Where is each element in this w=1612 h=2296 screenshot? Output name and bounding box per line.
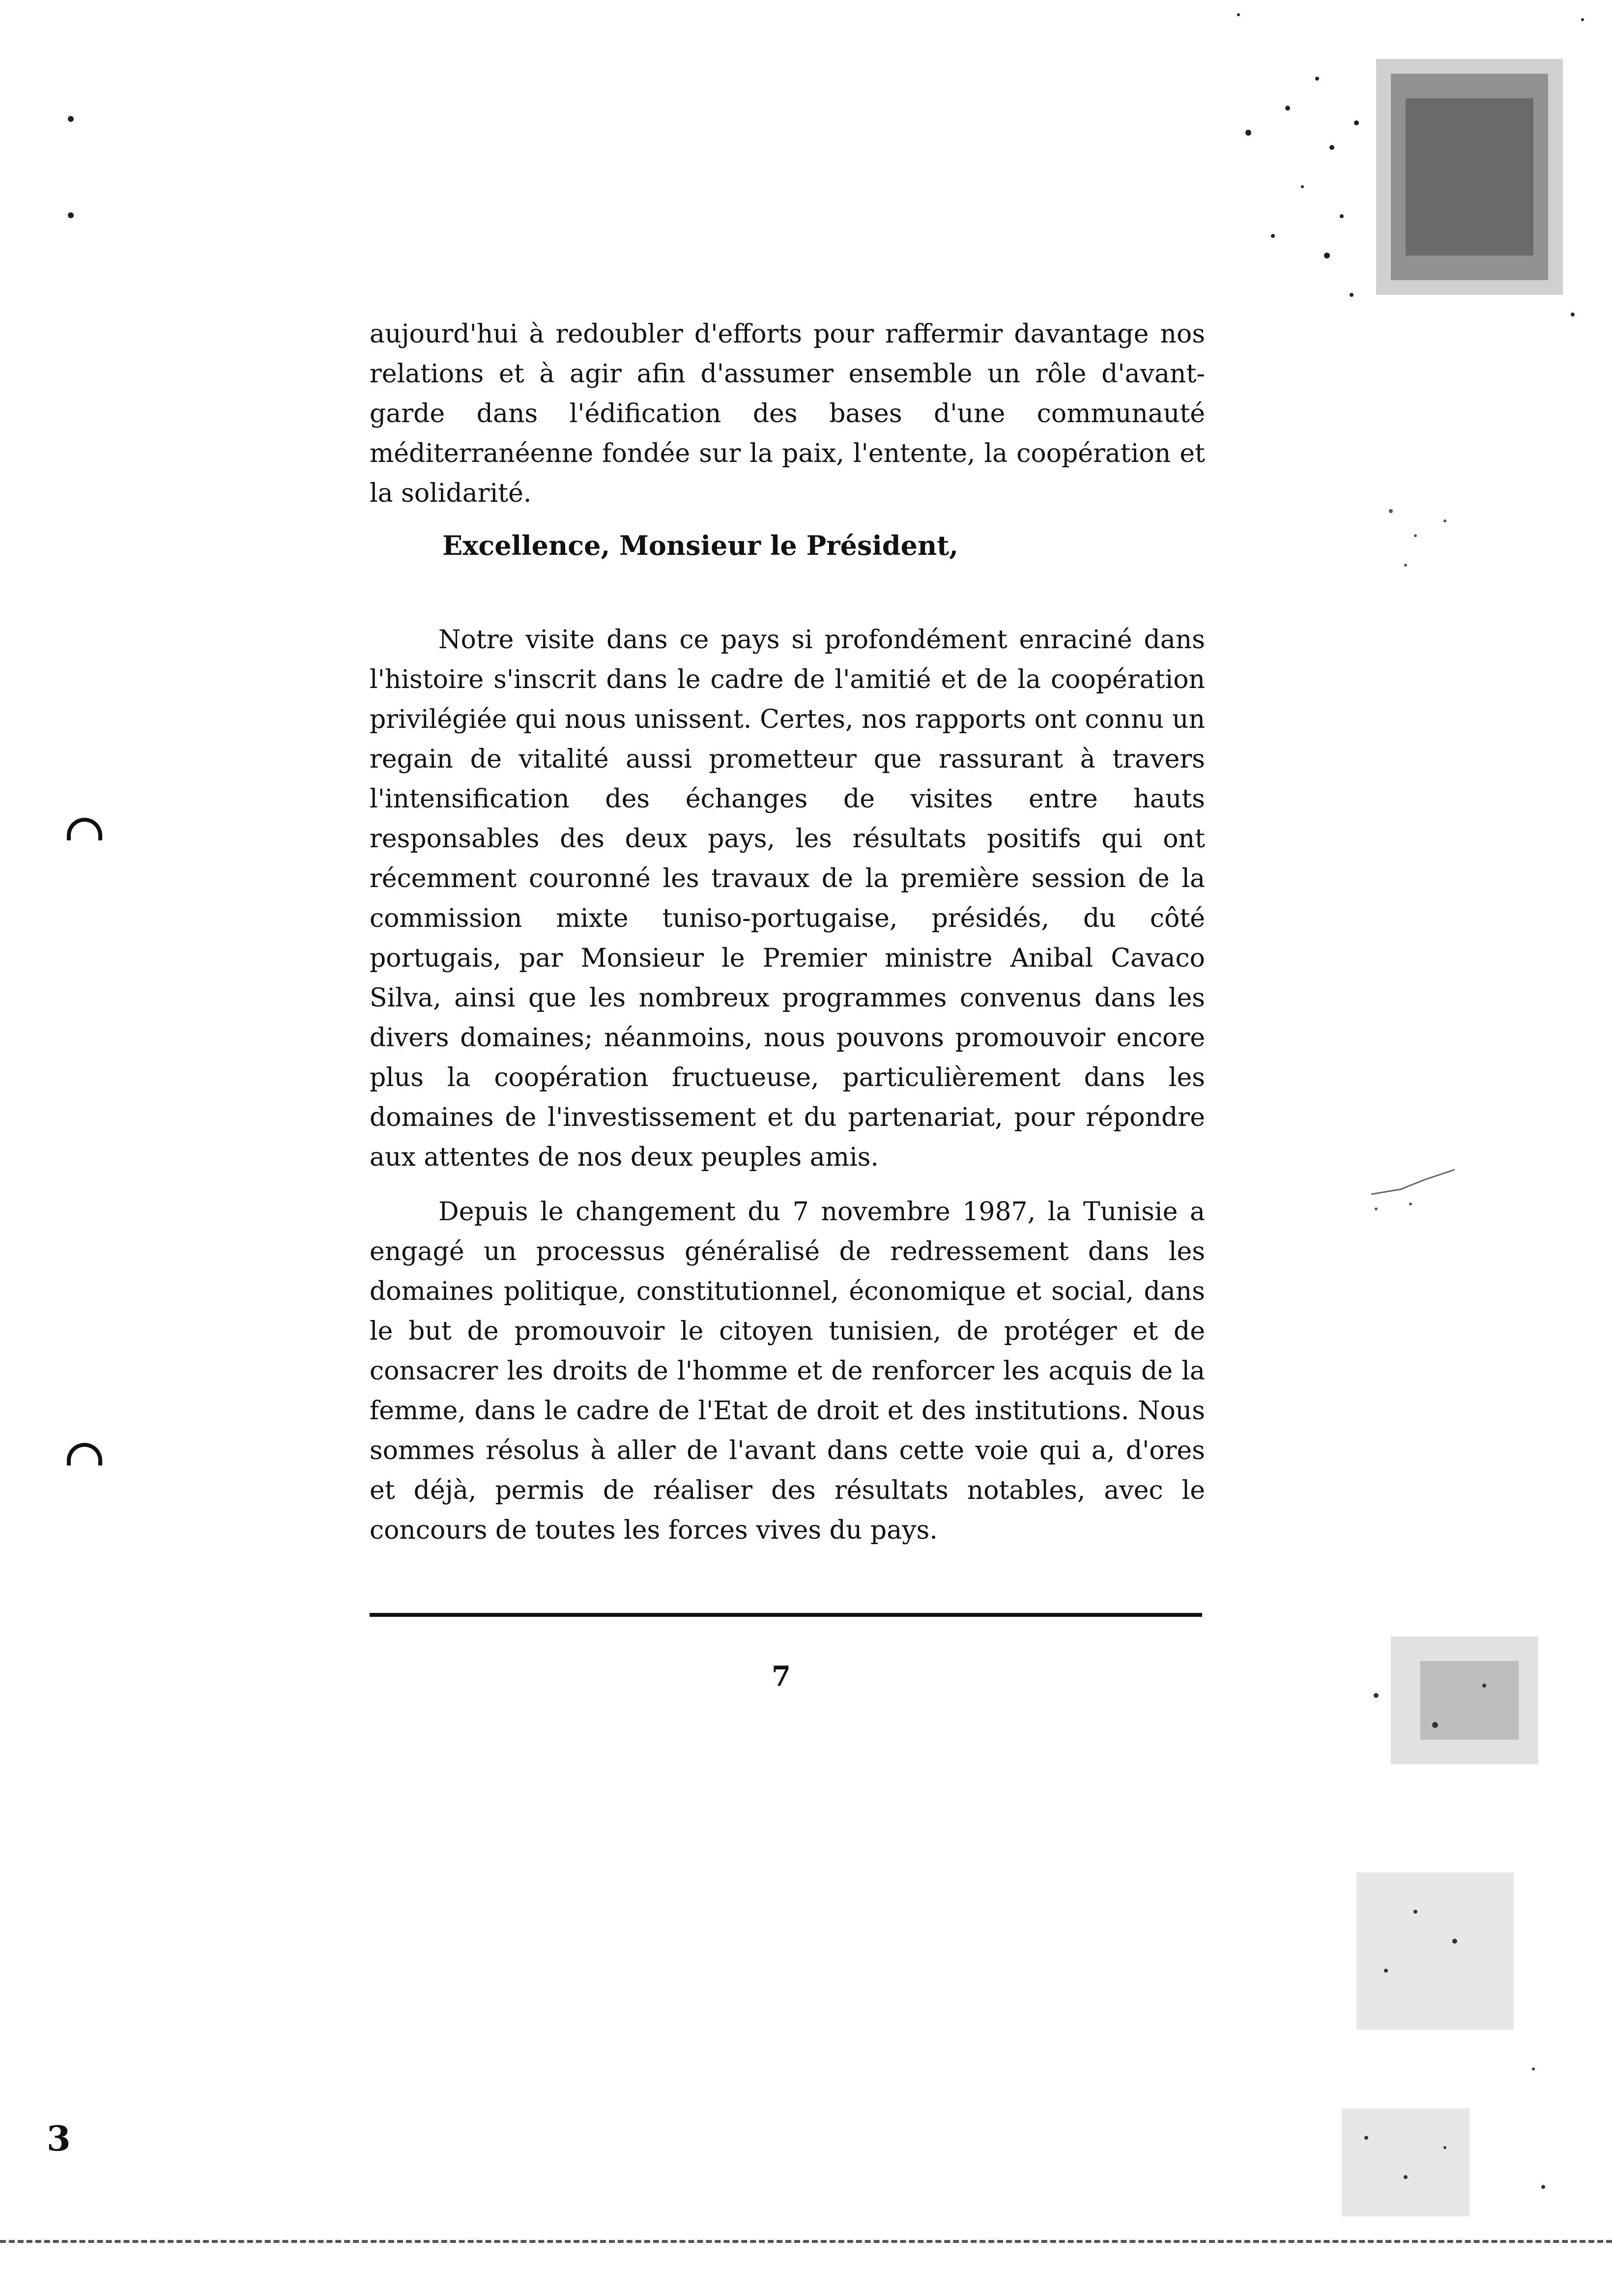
margin-dot <box>68 212 74 218</box>
scan-noise-right-lower <box>1366 1150 1465 1229</box>
paragraph-visit: Notre visite dans ce pays si profondément enraciné dans l'histoire s'inscrit dans le cadre de l'amitié et de la coopération privilégiée qui nous unissent. Certes, nos rapports ont connu un regain de vitalité aussi prometteur que rassurant à travers l'intensification des échanges de visites entre hauts responsables des deux pays, les résultats positifs qui ont récemment couronné les travaux de la première session de la commission mixte tuniso-portugaise, présidés, du côté portugais, par Monsieur le Premier ministre Anibal Cavaco Silva, ainsi que les nombreux programmes convenus dans les divers domaines; néanmoins, nous pouvons promouvoir encore plus la coopération fructueuse, particulièrement dans les domaines de l'investissement et du partenariat, pour répondre aux attentes de nos deux peuples amis. <box>370 625 1205 1172</box>
scan-noise-right-middle <box>1376 491 1524 590</box>
scan-noise-top-right <box>1229 0 1612 344</box>
body-text <box>370 0 1205 1573</box>
salutation: Excellence, Monsieur le Président, <box>442 530 959 561</box>
page-number: 7 <box>772 1660 791 1693</box>
corner-mark: 3 <box>47 2118 71 2159</box>
bottom-scan-edge <box>0 2240 1612 2243</box>
scan-noise-bottom-right <box>1229 1597 1612 2236</box>
binding-hole-mark <box>67 1443 102 1465</box>
paragraph-continuation: aujourd'hui à redoubler d'efforts pour raffermir davantage nos relations et à agir afin d'assumer ensemble un rôle d'avant-garde dans l'édification des bases d'une communauté méditerranéenne fondée sur la paix, l'entente, la coopération et la solidarité. <box>370 319 1205 508</box>
footer-rule <box>370 1613 1202 1617</box>
binding-hole-mark <box>67 818 102 840</box>
paragraph-change: Depuis le changement du 7 novembre 1987, la Tunisie a engagé un processus généralisé de redressement dans les domaines politique, constitutionnel, économique et social, dans le but de promouvoir le citoyen tunisien, de protéger et de consacrer les droits de l'homme et de renforcer les acquis de la femme, dans le cadre de l'Etat de droit et des institutions. Nous sommes résolus à aller de l'avant dans cette voie qui a, d'ores et déjà, permis de réaliser des résultats notables, avec le concours de toutes les forces vives du pays. <box>370 1197 1205 1545</box>
margin-dot <box>68 116 74 122</box>
